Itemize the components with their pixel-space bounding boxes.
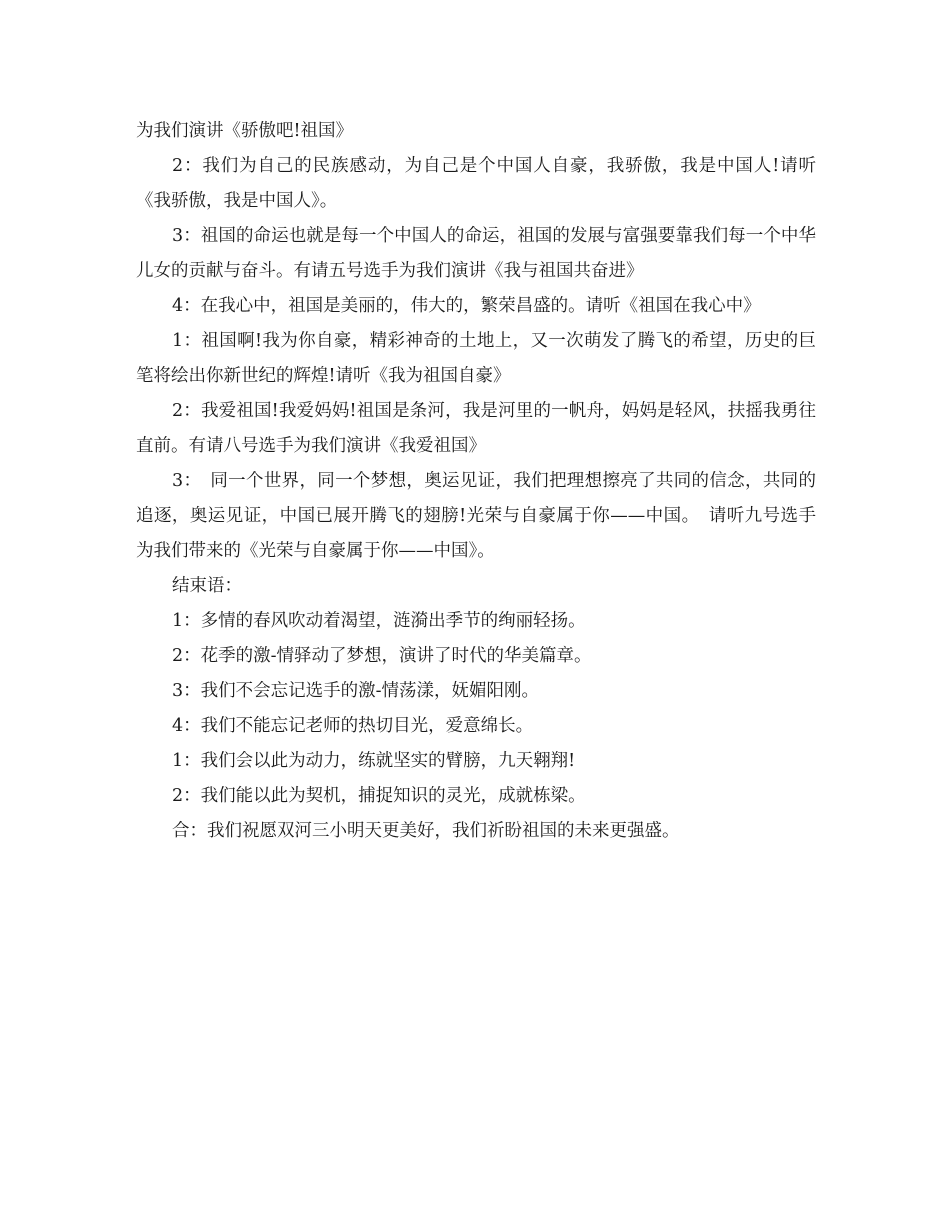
paragraph-1: 2：我们为自己的民族感动，为自己是个中国人自豪，我骄傲，我是中国人!请听《我骄傲，我是中国人》。 xyxy=(136,156,816,211)
paragraph-8: 1：多情的春风吹动着渴望，涟漪出季节的绚丽轻扬。 xyxy=(172,611,586,631)
paragraph-5: 2：我爱祖国!我爱妈妈!祖国是条河，我是河里的一帆舟，妈妈是轻风，扶摇我勇往直前。有请八号选手为我们演讲《我爱祖国》 xyxy=(136,401,816,456)
paragraph-14: 合：我们祝愿双河三小明天更美好，我们祈盼祖国的未来更强盛。 xyxy=(172,821,680,841)
paragraph-10: 3：我们不会忘记选手的激-情荡漾，妩媚阳刚。 xyxy=(172,681,540,701)
paragraph-3: 4：在我心中，祖国是美丽的，伟大的，繁荣昌盛的。请听《祖国在我心中》 xyxy=(172,296,761,316)
paragraph-2: 3：祖国的命运也就是每一个中国人的命运，祖国的发展与富强要靠我们每一个中华儿女的贡献与奋斗。有请五号选手为我们演讲《我与祖国共奋进》 xyxy=(136,226,816,281)
paragraph-11: 4：我们不能忘记老师的热切目光，爱意绵长。 xyxy=(172,716,534,736)
paragraph-13: 2：我们能以此为契机，捕捉知识的灵光，成就栋梁。 xyxy=(172,786,586,806)
paragraph-9: 2：花季的激-情驿动了梦想，演讲了时代的华美篇章。 xyxy=(172,646,592,666)
paragraph-12: 1：我们会以此为动力，练就坚实的臂膀，九天翱翔! xyxy=(172,751,576,771)
paragraph-0: 为我们演讲《骄傲吧!祖国》 xyxy=(136,121,354,141)
document-body xyxy=(136,114,816,849)
paragraph-6: 3： 同一个世界，同一个梦想，奥运见证，我们把理想擦亮了共同的信念，共同的追逐，奥运见证，中国已展开腾飞的翅膀!光荣与自豪属于你——中国。 请听九号选手为我们带来的《光荣与自豪属于你——中国》。 xyxy=(136,471,816,561)
paragraph-4: 1：祖国啊!我为你自豪，精彩神奇的土地上，又一次萌发了腾飞的希望，历史的巨笔将绘出你新世纪的辉煌!请听《我为祖国自豪》 xyxy=(136,331,816,386)
closing-heading: 结束语： xyxy=(172,576,242,596)
